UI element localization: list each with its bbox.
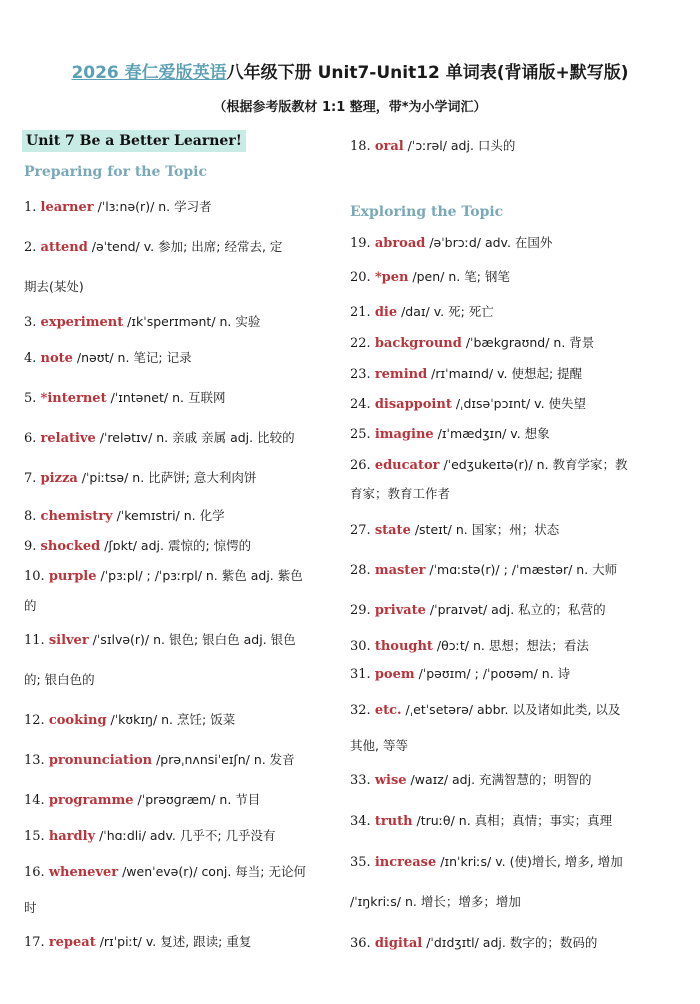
entry-word: experiment xyxy=(40,315,124,330)
entry-number: 33. xyxy=(350,773,375,788)
entry-definition: /ˈkemɪstri/ n. 化学 xyxy=(112,508,225,523)
vocab-entry xyxy=(350,560,690,581)
entry-definition: /ʃɒkt/ adj. 震惊的; 惊愕的 xyxy=(100,538,252,553)
entry-word: repeat xyxy=(48,935,96,950)
entry-number: 31. xyxy=(350,667,375,682)
entry-definition: /ˈpiːtsə/ n. 比萨饼; 意大利肉饼 xyxy=(77,470,257,485)
entry-number: 6. xyxy=(24,431,41,446)
entry-number: 26. xyxy=(350,458,375,473)
vocab-entry xyxy=(350,933,690,954)
entry-number: 36. xyxy=(350,936,375,951)
vocab-entry xyxy=(350,664,690,685)
vocab-entry xyxy=(350,600,690,621)
vocab-entry xyxy=(24,826,342,847)
vocab-entry xyxy=(350,700,690,721)
entry-word: thought xyxy=(374,639,433,654)
entry-number: 27. xyxy=(350,523,375,538)
entry-number: 19. xyxy=(350,236,375,251)
entry-number: 17. xyxy=(24,935,49,950)
entry-number: 7. xyxy=(24,471,41,486)
entry-number: 15. xyxy=(24,829,49,844)
entry-number: 22. xyxy=(350,336,375,351)
entry-definition: /əˈbrɔːd/ adv. 在国外 xyxy=(425,235,553,250)
entry-definition: /rɪˈmaɪnd/ v. 使想起; 提醒 xyxy=(427,366,583,381)
entry-number: 16. xyxy=(24,865,49,880)
entry-definition: /pen/ n. 笔; 钢笔 xyxy=(408,269,510,284)
vocab-entry xyxy=(24,468,342,489)
entry-definition-continued: 时 xyxy=(24,900,37,915)
entry-definition: /daɪ/ v. 死; 死亡 xyxy=(397,304,494,319)
entry-definition: /ˈrelətɪv/ n. 亲戚 亲属 adj. 比较的 xyxy=(95,430,295,445)
entry-number: 5. xyxy=(24,391,41,406)
entry-number: 29. xyxy=(350,603,375,618)
entry-word: private xyxy=(374,603,426,618)
entry-definition: /truːθ/ n. 真相；真情；事实；真理 xyxy=(412,813,613,828)
entry-definition-continued: 其他, 等等 xyxy=(350,738,408,753)
entry-definition: /ˈɔːrəl/ adj. 口头的 xyxy=(403,138,516,153)
entry-definition: /ɪnˈkriːs/ v. (使)增长, 增多, 增加 xyxy=(436,854,623,869)
entry-definition: /ˈɪntənet/ n. 互联网 xyxy=(106,390,226,405)
entry-definition: /ˌdɪsəˈpɔɪnt/ v. 使失望 xyxy=(451,396,587,411)
vocab-entry xyxy=(350,811,690,832)
vocab-entry xyxy=(350,394,690,415)
vocab-entry xyxy=(350,424,690,445)
entry-word: disappoint xyxy=(374,397,452,412)
vocab-entry xyxy=(24,197,342,218)
entry-word: etc. xyxy=(374,703,402,718)
vocab-entry xyxy=(24,566,342,587)
entry-word: wise xyxy=(374,773,407,788)
entry-definition-continued: 的; 银白色的 xyxy=(24,672,95,687)
entry-number: 34. xyxy=(350,814,375,829)
entry-definition: /rɪˈpiːt/ v. 复述, 跟读; 重复 xyxy=(95,934,252,949)
entry-number: 10. xyxy=(24,569,49,584)
page-subtitle: （根据参考版教材 1:1 整理，带*为小学词汇） xyxy=(213,100,487,115)
entry-word: attend xyxy=(40,240,88,255)
vocab-entry xyxy=(350,520,690,541)
entry-definition: /steɪt/ n. 国家；州；状态 xyxy=(410,522,560,537)
entry-definition: /prəˌnʌnsiˈeɪʃn/ n. 发音 xyxy=(152,752,295,767)
entry-word: *internet xyxy=(40,391,107,406)
entry-number: 2. xyxy=(24,240,41,255)
entry-word: remind xyxy=(374,367,428,382)
vocab-entry xyxy=(350,364,690,385)
vocab-entry xyxy=(24,862,342,883)
vocab-entry xyxy=(350,455,690,476)
vocab-entry xyxy=(24,750,342,771)
entry-number: 11. xyxy=(24,633,49,648)
entry-number: 35. xyxy=(350,855,375,870)
vocab-entry xyxy=(350,267,690,288)
entry-definition: /ˈkʊkɪŋ/ n. 烹饪; 饭菜 xyxy=(106,712,236,727)
entry-number: 24. xyxy=(350,397,375,412)
vocab-entry xyxy=(24,536,342,557)
entry-word: digital xyxy=(374,936,423,951)
entry-number: 21. xyxy=(350,305,375,320)
title-main: 八年级下册 Unit7-Unit12 单词表(背诵版+默写版) xyxy=(226,63,629,83)
entry-word: educator xyxy=(374,458,440,473)
entry-definition: /ˈhɑːdli/ adv. 几乎不; 几乎没有 xyxy=(95,828,276,843)
entry-number: 13. xyxy=(24,753,49,768)
entry-definition: /ˈlɜːnə(r)/ n. 学习者 xyxy=(93,199,212,214)
entry-number: 1. xyxy=(24,200,41,215)
entry-definition: /ˈdɪdʒɪtl/ adj. 数字的；数码的 xyxy=(422,935,598,950)
vocab-entry xyxy=(350,770,690,791)
entry-word: die xyxy=(374,305,398,320)
vocab-entry xyxy=(24,710,342,731)
entry-number: 23. xyxy=(350,367,375,382)
entry-word: *pen xyxy=(374,270,409,285)
entry-word: increase xyxy=(374,855,437,870)
entry-word: abroad xyxy=(374,236,426,251)
entry-word: pronunciation xyxy=(48,753,153,768)
entry-definition: /θɔːt/ n. 思想；想法；看法 xyxy=(432,638,589,653)
entry-number: 9. xyxy=(24,539,41,554)
vocab-entry xyxy=(24,312,342,333)
unit-heading: Unit 7 Be a Better Learner! xyxy=(22,130,246,152)
entry-definition: /ɪˈmædʒɪn/ v. 想象 xyxy=(433,426,550,441)
entry-word: cooking xyxy=(48,713,107,728)
entry-word: oral xyxy=(374,139,404,154)
vocab-entry xyxy=(350,636,690,657)
vocab-entry xyxy=(24,790,342,811)
entry-definition: /ˈprəʊɡræm/ n. 节目 xyxy=(133,792,261,807)
page-title xyxy=(0,60,700,86)
entry-word: silver xyxy=(48,633,89,648)
title-brand: 2026 春仁爱版英语 xyxy=(71,63,227,83)
entry-number: 30. xyxy=(350,639,375,654)
entry-number: 14. xyxy=(24,793,49,808)
entry-word: relative xyxy=(40,431,96,446)
vocab-entry xyxy=(24,388,342,409)
entry-definition: /ˈmɑːstə(r)/ ; /ˈmæstər/ n. 大师 xyxy=(425,562,618,577)
entry-word: background xyxy=(374,336,462,351)
entry-definition: /nəʊt/ n. 笔记; 记录 xyxy=(72,350,192,365)
entry-definition: /ˈpɜːpl/ ; /ˈpɜːrpl/ n. 紫色 adj. 紫色 xyxy=(96,568,303,583)
entry-number: 20. xyxy=(350,270,375,285)
entry-definition: /ˈpraɪvət/ adj. 私立的；私营的 xyxy=(425,602,606,617)
vocab-entry xyxy=(24,630,342,651)
vocab-entry xyxy=(350,302,690,323)
entry-word: shocked xyxy=(40,539,101,554)
entry-definition-continued: /ˈɪŋkriːs/ n. 增长；增多；增加 xyxy=(350,894,521,909)
vocab-entry xyxy=(350,852,690,873)
entry-word: master xyxy=(374,563,426,578)
entry-word: learner xyxy=(40,200,94,215)
entry-definition: /ˈpəʊɪm/ ; /ˈpoʊəm/ n. 诗 xyxy=(414,666,571,681)
entry-word: state xyxy=(374,523,411,538)
entry-number: 32. xyxy=(350,703,375,718)
entry-word: poem xyxy=(374,667,415,682)
vocab-entry xyxy=(24,348,342,369)
entry-word: chemistry xyxy=(40,509,113,524)
vocab-entry xyxy=(24,932,342,953)
entry-word: programme xyxy=(48,793,134,808)
entry-word: truth xyxy=(374,814,413,829)
entry-definition: /ˌetˈsetərə/ abbr. 以及诸如此类, 以及 xyxy=(401,702,621,717)
section-exploring: Exploring the Topic xyxy=(350,204,504,220)
entry-number: 28. xyxy=(350,563,375,578)
entry-definition: /əˈtend/ v. 参加; 出席; 经常去, 定 xyxy=(87,239,283,254)
entry-word: imagine xyxy=(374,427,434,442)
entry-number: 4. xyxy=(24,351,41,366)
entry-definition: /waɪz/ adj. 充满智慧的；明智的 xyxy=(406,772,592,787)
entry-number: 3. xyxy=(24,315,41,330)
vocab-entry xyxy=(24,237,342,258)
entry-word: whenever xyxy=(48,865,119,880)
entry-definition-continued: 育家；教育工作者 xyxy=(350,486,451,501)
entry-definition: /ˈsɪlvə(r)/ n. 银色; 银白色 adj. 银色 xyxy=(88,632,296,647)
vocab-entry xyxy=(24,506,342,527)
entry-definition: /wenˈevə(r)/ conj. 每当; 无论何 xyxy=(118,864,306,879)
entry-word: pizza xyxy=(40,471,78,486)
vocab-entry xyxy=(350,136,690,157)
entry-definition: /ɪkˈsperɪmənt/ n. 实验 xyxy=(123,314,261,329)
entry-number: 18. xyxy=(350,139,375,154)
entry-number: 25. xyxy=(350,427,375,442)
vocab-entry xyxy=(24,428,342,449)
entry-number: 8. xyxy=(24,509,41,524)
vocab-entry xyxy=(350,233,690,254)
section-preparing: Preparing for the Topic xyxy=(24,164,208,180)
entry-word: hardly xyxy=(48,829,96,844)
entry-definition: /ˈbækɡraʊnd/ n. 背景 xyxy=(461,335,595,350)
entry-definition-continued: 的 xyxy=(24,598,37,613)
entry-number: 12. xyxy=(24,713,49,728)
entry-word: purple xyxy=(48,569,97,584)
vocab-entry xyxy=(350,333,690,354)
entry-definition-continued: 期去(某处) xyxy=(24,279,84,294)
entry-definition: /ˈedʒukeɪtə(r)/ n. 教育学家；教 xyxy=(439,457,628,472)
entry-word: note xyxy=(40,351,73,366)
